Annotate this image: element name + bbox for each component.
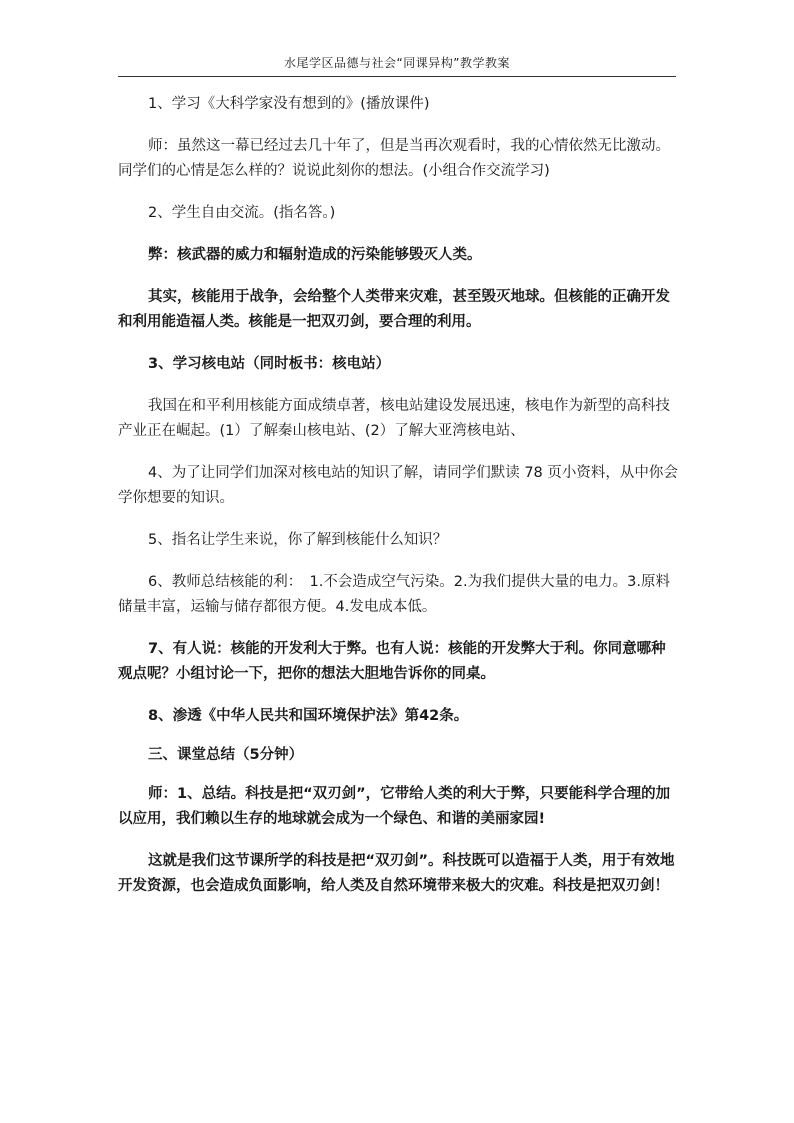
page-header: 水尾学区品德与社会“同课异构”教学教案 <box>118 54 676 77</box>
paragraph-10: 6、教师总结核能的利： 1.不会造成空气污染。2.为我们提供大量的电力。3.原料储量丰富，运输与储存都很方便。4.发电成本低。 <box>118 574 670 615</box>
paragraph-7: 我国在和平利用核能方面成绩卓著，核电站建设发展迅速，核电作为新型的高科技产业正在崛起。(1）了解秦山核电站、(2）了解大亚湾核电站、 <box>118 398 670 439</box>
document-body <box>118 92 678 916</box>
paragraph-9: 5、指名让学生来说，你了解到核能什么知识？ <box>148 532 448 548</box>
paragraph-8: 4、为了让同学们加深对核电站的知识了解，请同学们默读 78 页小资料，从中你会学你想要的知识。 <box>118 465 678 506</box>
paragraph-3: 2、学生自由交流。(指名答。) <box>148 205 336 221</box>
paragraph-11: 7、有人说：核能的开发利大于弊。也有人说：核能的开发弊大于利。你同意哪种观点呢？小组讨论一下，把你的想法大胆地告诉你的同桌。 <box>118 641 666 682</box>
paragraph-6: 3、学习核电站（同时板书：核电站） <box>148 356 391 372</box>
paragraph-15: 这就是我们这节课所学的科技是把“双刃剑”。科技既可以造福于人类，用于有效地开发资源，也会造成负面影响，给人类及自然环境带来极大的灾难。科技是把双刃剑！ <box>118 853 675 894</box>
paragraph-12: 8、渗透《中华人民共和国环境保护法》第42条。 <box>148 708 469 724</box>
paragraph-1: 1、学习《大科学家没有想到的》(播放课件) <box>148 96 430 112</box>
section-heading-summary: 三、课堂总结（5分钟） <box>148 747 304 763</box>
paragraph-2: 师：虽然这一幕已经过去几十年了，但是当再次观看时，我的心情依然无比激动。同学们的心情是怎么样的？说说此刻你的想法。(小组合作交流学习) <box>118 138 670 179</box>
paragraph-5: 其实，核能用于战争，会给整个人类带来灾难，甚至毁灭地球。但核能的正确开发和利用能造福人类。核能是一把双刃剑，要合理的利用。 <box>118 289 670 330</box>
paragraph-14: 师：1、总结。科技是把“双刃剑”，它带给人类的利大于弊，只要能科学合理的加以应用，我们赖以生存的地球就会成为一个绿色、和谐的美丽家园! <box>118 786 671 827</box>
paragraph-4: 弊：核武器的威力和辐射造成的污染能够毁灭人类。 <box>148 247 482 263</box>
